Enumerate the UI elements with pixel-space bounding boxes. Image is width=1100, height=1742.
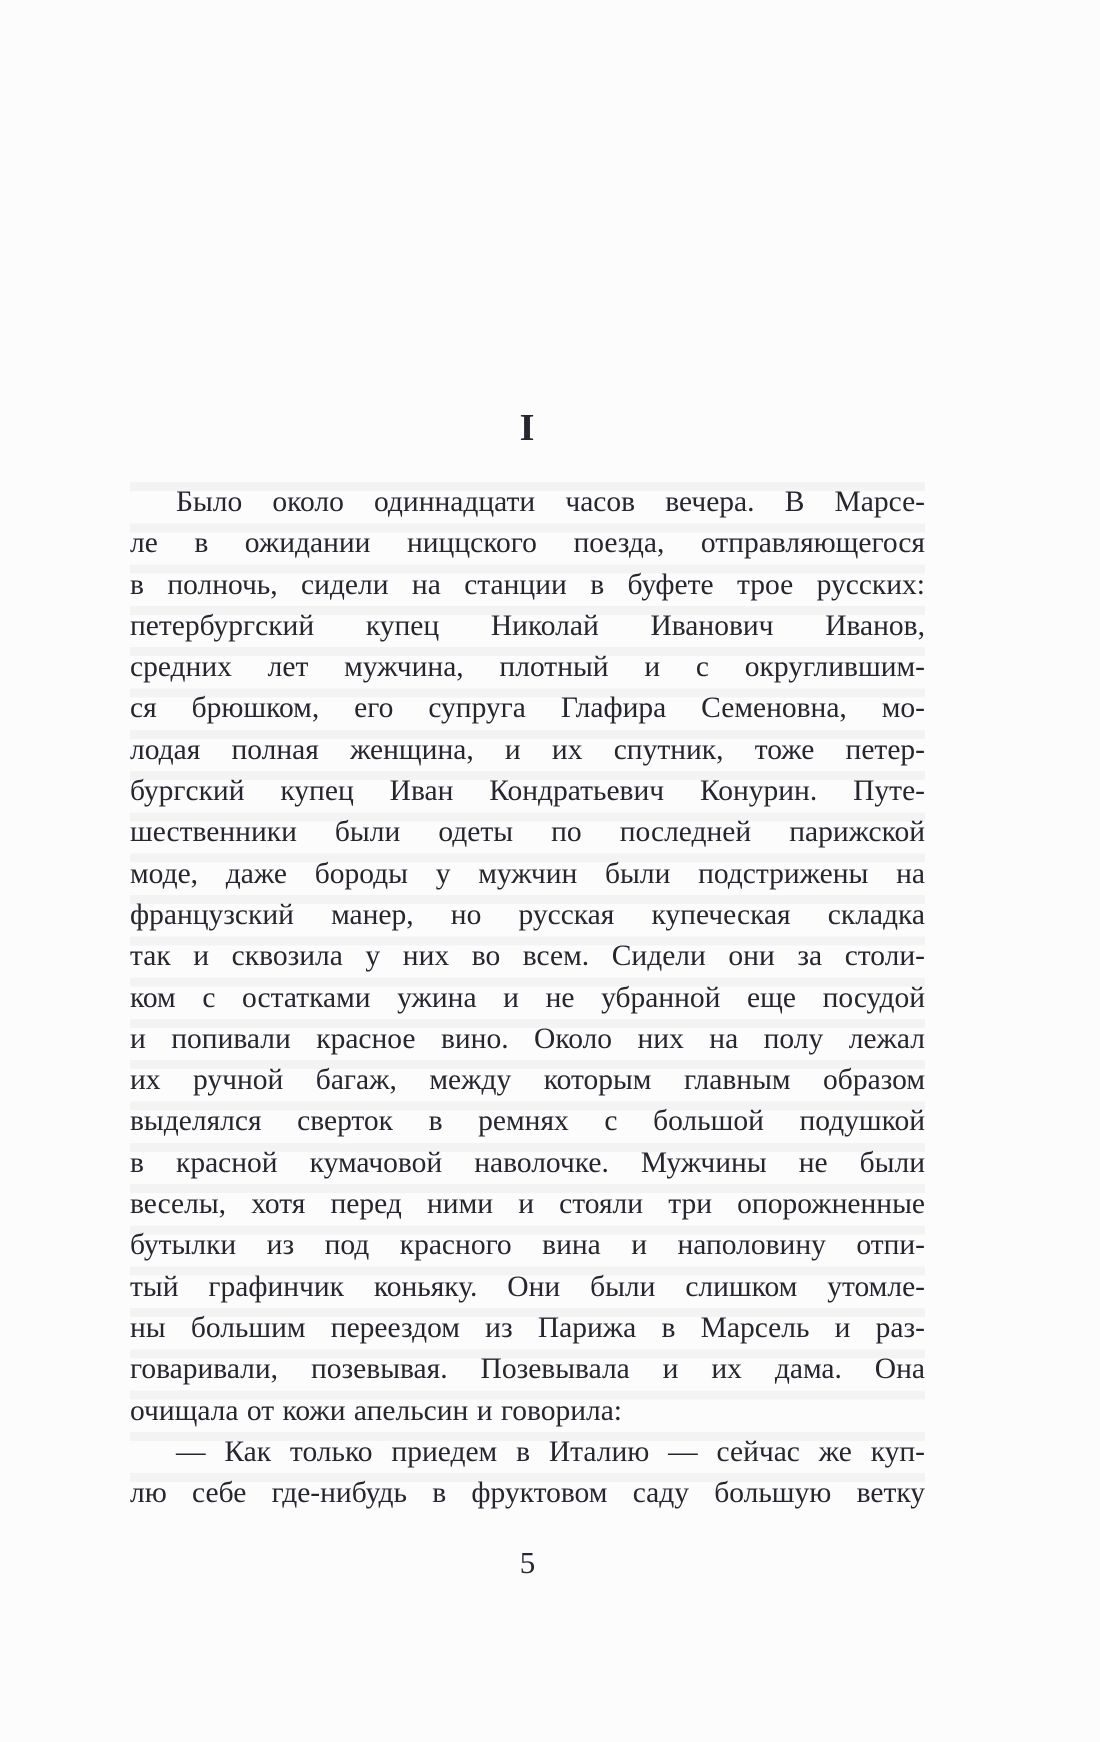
- text-line: ны большим переездом из Парижа в Марсель и раз-: [130, 1311, 925, 1344]
- text-line: — Как только приедем в Италию — сейчас же куп-: [176, 1435, 925, 1468]
- text-line: бургский купец Иван Кондратьевич Конурин. Путе-: [130, 775, 925, 808]
- text-line: очищала от кожи апельсин и говорила:: [130, 1394, 622, 1427]
- text-line: лю себе где-нибудь в фруктовом саду большую ветку: [130, 1477, 925, 1510]
- text-line: шественники были одеты по последней парижской: [130, 816, 925, 849]
- text-line: ле в ожидании ниццского поезда, отправляющегося: [130, 527, 925, 560]
- text-line: выделялся сверток в ремнях с большой подушкой: [130, 1105, 925, 1138]
- text-line: говаривали, позевывая. Позевывала и их дама. Она: [130, 1353, 925, 1386]
- text-line: в красной кумачовой наволочке. Мужчины не были: [130, 1146, 925, 1179]
- text-line: ся брюшком, его супруга Глафира Семеновна, мо-: [130, 692, 925, 725]
- text-line: средних лет мужчина, плотный и с округлившим-: [130, 651, 925, 684]
- text-line: бутылки из под красного вина и наполовину отпи-: [130, 1229, 925, 1262]
- text-line: веселы, хотя перед ними и стояли три опорожненные: [130, 1188, 925, 1221]
- text-line: лодая полная женщина, и их спутник, тоже петер-: [130, 733, 925, 766]
- text-line: так и сквозила у них во всем. Сидели они за столи-: [130, 940, 925, 973]
- text-line: их ручной багаж, между которым главным образом: [130, 1064, 925, 1097]
- chapter-heading: I: [519, 407, 536, 449]
- text-block: [130, 482, 925, 1514]
- text-line: ком с остатками ужина и не убранной еще посудой: [130, 981, 925, 1014]
- text-line: тый графинчик коньяку. Они были слишком утомле-: [130, 1270, 925, 1303]
- page-number: 5: [519, 1545, 536, 1580]
- text-line: французский манер, но русская купеческая складка: [130, 898, 925, 931]
- text-line: Было около одиннадцати часов вечера. В Марсе-: [176, 486, 925, 518]
- text-line: в полночь, сидели на станции в буфете трое русских:: [130, 568, 925, 601]
- text-line: моде, даже бороды у мужчин были подстрижены на: [130, 857, 925, 890]
- text-line: и попивали красное вино. Около них на полу лежал: [130, 1022, 925, 1055]
- text-line: петербургский купец Николай Иванович Иванов,: [130, 609, 925, 642]
